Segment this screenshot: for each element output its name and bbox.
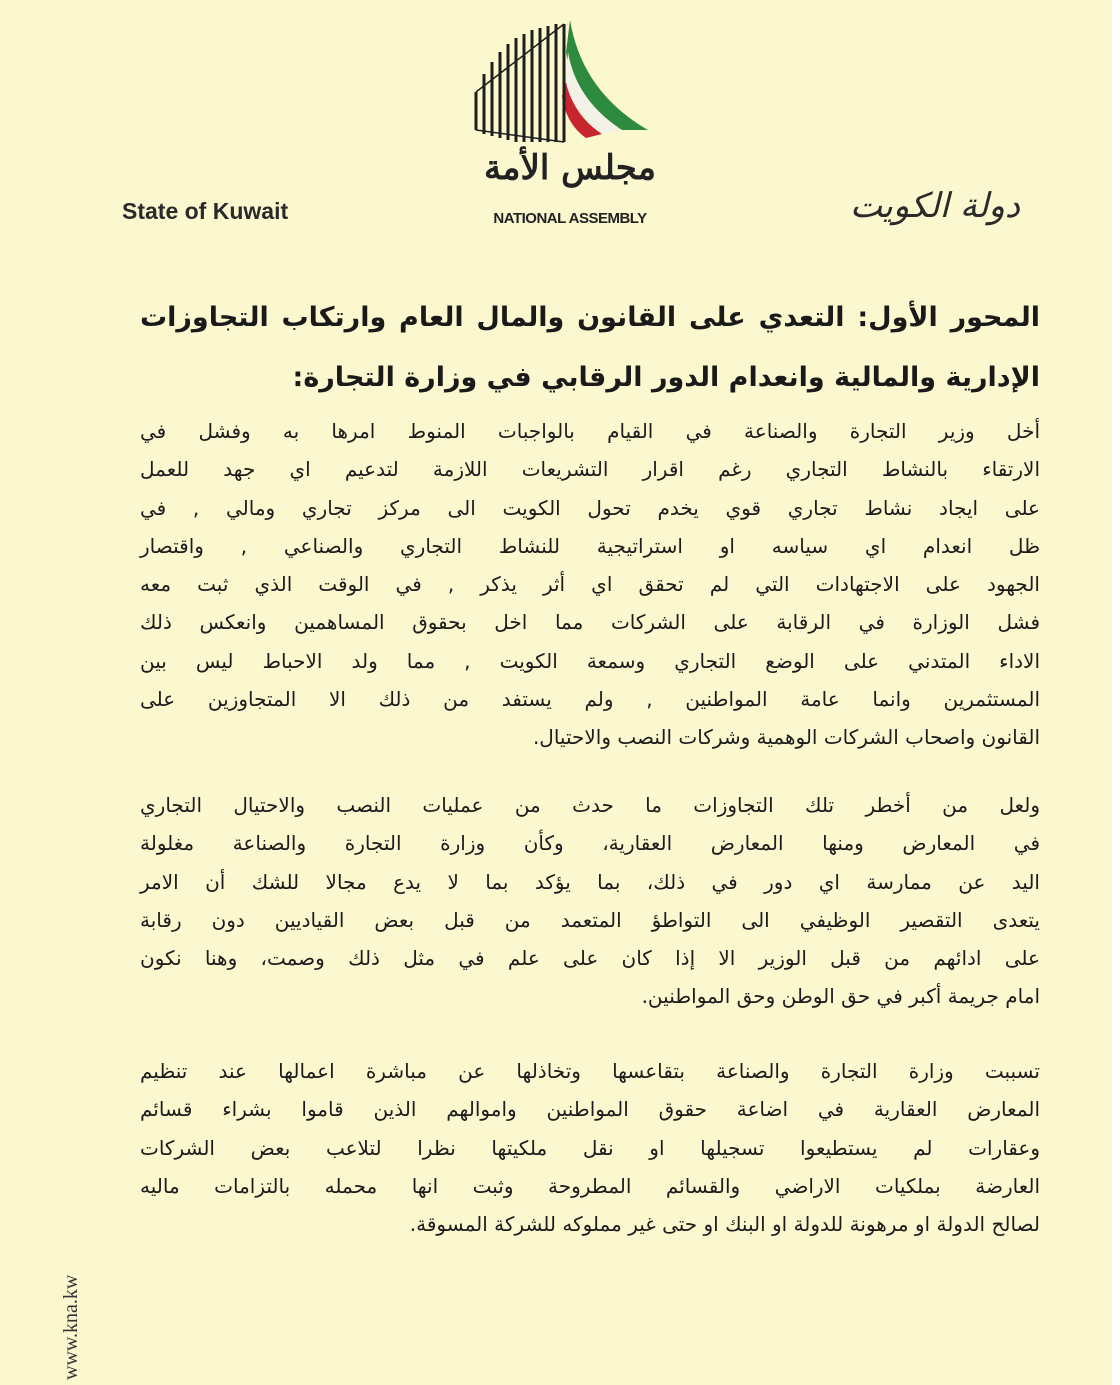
assembly-emblem-icon (462, 12, 672, 152)
section-heading-line-2: الإدارية والمالية وانعدام الدور الرقابي في وزارة التجارة: (292, 362, 1040, 393)
paragraph-line: في المعارض ومنها المعارض العقارية، وكأن وزارة التجارة والصناعة مغلولة (140, 831, 1040, 856)
paragraph-line: امام جريمة أكبر في حق الوطن وحق المواطنين. (641, 984, 1040, 1009)
section-heading-line-1: المحور الأول: التعدي على القانون والمال العام وارتكاب التجاوزات (140, 302, 1040, 333)
paragraph-2 (140, 786, 1040, 1016)
national-assembly-logo (462, 12, 672, 232)
assembly-name-arabic: مجلس الأمة (484, 148, 656, 188)
paragraph-3 (140, 1052, 1040, 1243)
state-name-arabic: دولة الكويت (850, 186, 1020, 226)
paragraph-line: على ايجاد نشاط تجاري قوي يخدم تحول الكويت الى مركز تجاري ومالي , في (140, 495, 1040, 520)
paragraph-1 (140, 412, 1040, 757)
website-url: www.kna.kw (60, 1274, 82, 1380)
paragraph-line: لصالح الدولة او مرهونة للدولة او البنك او حتى غير مملوكه للشركة المسوقة. (409, 1212, 1040, 1237)
paragraph-line: الاداء المتدني على الوضع التجاري وسمعة الكويت , مما ولد الاحباط ليس بين (140, 648, 1040, 673)
paragraph-line: اليد عن ممارسة اي دور في ذلك، بما يؤكد بما لا يدع مجالا للشك أن الامر (140, 869, 1040, 894)
page-edge (1112, 0, 1120, 1385)
state-name-english: State of Kuwait (122, 198, 289, 224)
paragraph-line: فشل الوزارة في الرقابة على الشركات مما اخل بحقوق المساهمين وانعكس ذلك (140, 610, 1040, 635)
paragraph-line: ظل انعدام اي سياسه او استراتيجية للنشاط التجاري والصناعي , واقتصار (140, 533, 1040, 558)
paragraph-line: على ادائهم من قبل الوزير الا إذا كان على علم في مثل ذلك وصمت، وهنا نكون (140, 946, 1040, 971)
paragraph-line: القانون واصحاب الشركات الوهمية وشركات النصب والاحتيال. (532, 725, 1040, 750)
paragraph-line: أخل وزير التجارة والصناعة في القيام بالواجبات المنوط امرها به وفشل في (140, 419, 1040, 443)
paragraph-line: الجهود على الاجتهادات التي لم تحقق اي أثر يذكر , في الوقت الذي ثبت معه (140, 572, 1040, 597)
paragraph-line: الارتقاء بالنشاط التجاري رغم اقرار التشريعات اللازمة لتدعيم اي جهد للعمل (140, 457, 1040, 482)
paragraph-line: تسببت وزارة التجارة والصناعة بتقاعسها وتخاذلها عن مباشرة اعمالها عند تنظيم (140, 1059, 1040, 1083)
paragraph-line: وعقارات لم يستطيعوا تسجيلها او نقل ملكيتها نظرا لتلاعب بعض الشركات (140, 1135, 1040, 1160)
paragraph-line: العارضة بملكيات الاراضي والقسائم المطروحة وثبت انها محمله بالتزامات ماليه (140, 1173, 1040, 1198)
paragraph-line: المعارض العقارية في اضاعة حقوق المواطنين واموالهم الذين قاموا بشراء قسائم (140, 1097, 1040, 1122)
paragraph-line: ولعل من أخطر تلك التجاوزات ما حدث من عمليات النصب والاحتيال التجاري (140, 793, 1040, 817)
paragraph-line: يتعدى التقصير الوظيفي الى التواطؤ المتعمد من قبل بعض القياديين دون رقابة (140, 907, 1040, 932)
paragraph-line: المستثمرين وانما عامة المواطنين , ولم يستفد من ذلك الا المتجاوزين على (140, 687, 1040, 712)
assembly-name-english: NATIONAL ASSEMBLY (493, 210, 647, 227)
